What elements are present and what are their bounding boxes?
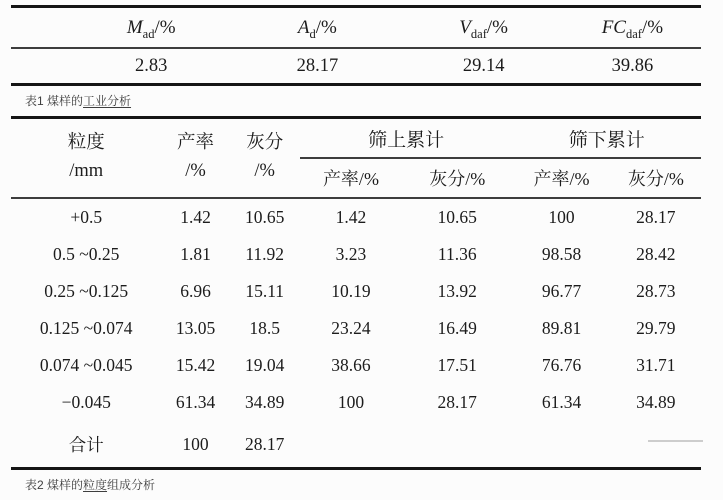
table-cell: 17.51 — [437, 355, 477, 375]
table-cell: 34.89 — [636, 392, 676, 412]
table-cell: 38.66 — [331, 355, 371, 375]
t2-subheader-oversize-ash: 灰分/% — [429, 169, 486, 189]
t1-ad-symbol: A — [297, 16, 310, 38]
size-composition-table — [11, 116, 701, 470]
table-row-total — [11, 421, 701, 469]
t2-header-row-1 — [11, 118, 701, 159]
table-cell: 0.074 ~0.045 — [39, 355, 133, 375]
table-cell: 15.11 — [245, 281, 285, 301]
table-cell — [402, 421, 512, 469]
t1-value-ad: 28.17 — [296, 55, 339, 76]
t1-ad-subscript: d — [309, 26, 316, 41]
t1-fcdaf-subscript: daf — [625, 26, 642, 41]
table-cell: 10.65 — [437, 207, 477, 227]
t1-value-row — [11, 48, 701, 85]
table-cell: 合计 — [68, 434, 104, 455]
t2-ash-unit: /% — [254, 161, 275, 181]
t1-mad-symbol: M — [126, 16, 143, 38]
table-row — [11, 347, 701, 384]
t1-header-ad — [231, 7, 403, 49]
table-cell: 61.34 — [175, 392, 216, 412]
table-cell: 10.19 — [331, 281, 371, 301]
table-row — [11, 236, 701, 273]
table-cell: +0.5 — [70, 207, 103, 227]
table-cell: 3.23 — [335, 244, 367, 264]
table-cell: 1.42 — [180, 207, 211, 227]
t1-fcdaf-symbol: FC — [601, 16, 626, 38]
t2-ash-label: 灰分 — [246, 133, 284, 154]
table-cell: 34.89 — [245, 392, 285, 412]
table-cell: 10.65 — [245, 207, 285, 227]
tables-region — [11, 0, 701, 500]
t2-header-size — [11, 118, 161, 199]
table-cell — [300, 421, 402, 469]
table-cell: 100 — [337, 392, 365, 412]
table-cell: −0.045 — [61, 392, 111, 412]
t2-header-oversize-cumulative: 筛上累计 — [300, 118, 513, 159]
t1-ad-unit: /% — [315, 16, 337, 38]
t2-subheader-undersize-yield: 产率/% — [533, 169, 590, 189]
table-cell: 16.49 — [437, 318, 477, 338]
proximate-analysis-table — [11, 5, 701, 86]
table-cell: 11.92 — [245, 244, 285, 264]
table-cell: 6.96 — [180, 281, 211, 301]
table1-caption-underlined: 工业分析 — [83, 94, 132, 108]
table1-caption — [11, 86, 701, 116]
table-cell: 28.17 — [636, 207, 676, 227]
table-cell: 28.17 — [245, 433, 285, 454]
table-cell: 28.73 — [636, 281, 676, 301]
t2-subheader-undersize-ash: 灰分/% — [627, 169, 684, 189]
t1-vdaf-subscript: daf — [470, 26, 487, 41]
table-cell: 0.5 ~0.25 — [53, 244, 120, 264]
table-cell: 1.81 — [180, 244, 211, 264]
table2-caption-suffix: 组成分析 — [107, 478, 156, 492]
table1-caption-prefix: 表1 煤样的 — [25, 94, 84, 108]
table-cell: 13.92 — [437, 281, 477, 301]
table-cell: 0.125 ~0.074 — [39, 318, 133, 338]
t2-header-undersize-cumulative: 筛下累计 — [512, 118, 701, 159]
t2-header — [11, 118, 701, 199]
t1-header-row — [11, 7, 701, 49]
table-cell: 13.05 — [175, 318, 216, 338]
table-cell: 15.42 — [175, 355, 216, 375]
t1-fcdaf-unit: /% — [641, 16, 664, 38]
t2-header-yield — [161, 118, 229, 199]
t1-mad-subscript: ad — [142, 26, 155, 41]
t2-size-unit: /mm — [69, 161, 104, 181]
table-cell: 100 — [548, 207, 575, 227]
table-cell: 89.81 — [541, 318, 582, 338]
table-cell: 23.24 — [331, 318, 371, 338]
table2-caption-prefix: 表2 煤样的 — [25, 478, 84, 492]
t1-vdaf-unit: /% — [486, 16, 508, 38]
table-cell: 11.36 — [437, 244, 477, 264]
table-row — [11, 198, 701, 236]
table-cell: 28.17 — [437, 392, 477, 412]
table-row — [11, 384, 701, 421]
table-cell: 100 — [182, 433, 209, 454]
table-cell: 98.58 — [541, 244, 582, 264]
t2-yield-unit: /% — [185, 161, 206, 181]
t2-yield-label: 产率 — [177, 133, 215, 154]
t1-value-fcdaf: 39.86 — [611, 55, 654, 76]
table-cell: 19.04 — [245, 355, 285, 375]
t1-vdaf-symbol: V — [459, 16, 471, 38]
table-cell: 0.25 ~0.125 — [44, 281, 129, 301]
t2-header-ash — [230, 118, 300, 199]
scan-artifact-line — [648, 440, 703, 442]
table-cell: 76.76 — [541, 355, 582, 375]
t1-mad-unit: /% — [154, 16, 176, 38]
t1-header-fcdaf — [564, 7, 701, 49]
table2-caption-underlined: 粒度 — [83, 478, 108, 492]
t2-body — [11, 198, 701, 469]
t1-header-mad — [71, 7, 231, 49]
table-cell — [512, 421, 610, 469]
t1-header-vdaf — [404, 7, 564, 49]
table2-caption — [11, 470, 701, 500]
table-cell: 1.42 — [335, 207, 367, 227]
t1-value-vdaf: 29.14 — [462, 55, 505, 76]
t2-subheader-oversize-yield: 产率/% — [322, 169, 379, 189]
table-cell: 31.71 — [636, 355, 676, 375]
table-cell: 96.77 — [541, 281, 582, 301]
table-row — [11, 310, 701, 347]
table-cell: 18.5 — [249, 318, 281, 338]
table-row — [11, 273, 701, 310]
t1-spacer-cell — [11, 48, 71, 85]
t2-size-label: 粒度 — [67, 133, 105, 154]
table-cell — [611, 421, 701, 469]
t1-spacer-cell — [11, 7, 71, 49]
t1-value-mad: 2.83 — [135, 55, 168, 76]
table-cell: 61.34 — [541, 392, 582, 412]
table-cell: 29.79 — [636, 318, 676, 338]
table-cell: 28.42 — [636, 244, 676, 264]
